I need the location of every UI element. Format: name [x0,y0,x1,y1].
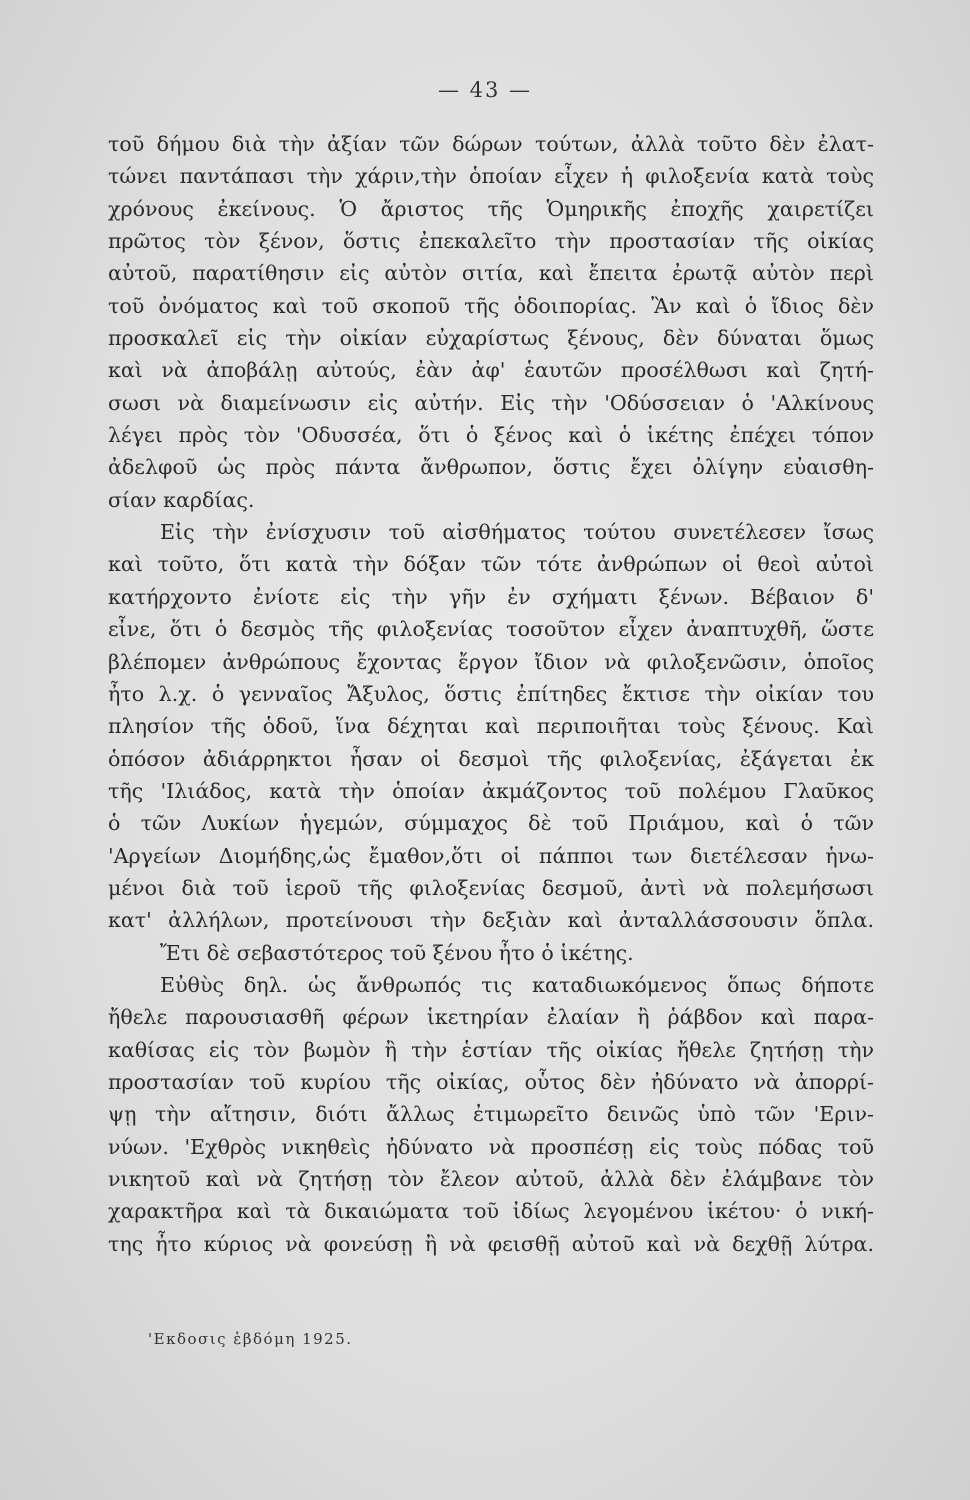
text-line: κατήρχοντο ἐνίοτε εἰς τὴν γῆν ἐν σχήματι ξένων. Βέβαιον δ' [108,584,874,609]
body-text [108,128,874,1260]
text-line: Εἰς τὴν ἐνίσχυσιν τοῦ αἰσθήματος τούτου συνετέλεσεν ἴσως [160,520,874,545]
text-line: ψῃ τὴν αἴτησιν, διότι ἄλλως ἐτιμωρεῖτο δεινῶς ὑπὸ τῶν 'Εριν- [108,1102,874,1127]
text-line: Εὐθὺς δηλ. ὡς ἄνθρωπός τις καταδιωκόμενος ὅπως δήποτε [160,972,874,997]
text-line: χαρακτῆρα καὶ τὰ δικαιώματα τοῦ ἰδίως λεγομένου ἱκέτου· ὁ νική- [108,1199,874,1224]
text-line: κατ' ἀλλήλων, προτείνουσι τὴν δεξιὰν καὶ ἀνταλλάσσουσιν ὅπλα. [108,908,874,933]
text-line: αὐτοῦ, παρατίθησιν εἰς αὐτὸν σιτία, καὶ ἔπειτα ἐρωτᾷ αὐτὸν περὶ [108,261,874,286]
text-line: 'Αργείων Διομήδης,ὡς ἔμαθον,ὅτι οἱ πάπποι των διετέλεσαν ἡνω- [108,843,874,868]
edition-footnote: 'Εκδοσις ἑβδόμη 1925. [148,1330,353,1348]
text-line: σωσι νὰ διαμείνωσιν εἰς αὐτήν. Εἰς τὴν 'Οδύσσειαν ὁ 'Αλκίνους [108,390,874,415]
text-line: προσκαλεῖ εἰς τὴν οἰκίαν εὐχαρίστως ξένους, δὲν δύναται ὅμως [108,326,874,351]
text-line: τοῦ δήμου διὰ τὴν ἀξίαν τῶν δώρων τούτων, ἀλλὰ τοῦτο δὲν ἐλατ- [108,132,874,156]
text-line: λέγει πρὸς τὸν 'Οδυσσέα, ὅτι ὁ ξένος καὶ ὁ ἱκέτης ἐπέχει τόπον [108,423,874,448]
text-line: προστασίαν τοῦ κυρίου τῆς οἰκίας, οὗτος δὲν ἠδύνατο νὰ ἀπορρί- [108,1069,874,1094]
text-line: της ἦτο κύριος νὰ φονεύσῃ ἢ νὰ φεισθῇ αὐτοῦ καὶ νὰ δεχθῇ λύτρα. [108,1231,874,1256]
text-line: πλησίον τῆς ὁδοῦ, ἵνα δέχηται καὶ περιποιῆται τοὺς ξένους. Καὶ [108,714,874,739]
text-line: ἦτο λ.χ. ὁ γενναῖος Ἄξυλος, ὅστις ἐπίτηδες ἔκτισε τὴν οἰκίαν του [108,681,874,706]
text-line: πρῶτος τὸν ξένον, ὅστις ἐπεκαλεῖτο τὴν προστασίαν τῆς οἰκίας [108,229,874,254]
text-line: καὶ νὰ ἀποβάλῃ αὐτούς, ἐὰν ἀφ' ἑαυτῶν προσέλθωσι καὶ ζητή- [108,358,874,383]
text-line: τῆς 'Ιλιάδος, κατὰ τὴν ὁποίαν ἀκμάζοντος τοῦ πολέμου Γλαῦκος [108,778,874,803]
text-line: ἤθελε παρουσιασθῆ φέρων ἱκετηρίαν ἐλαίαν ἢ ῥάβδον καὶ παρα- [108,1005,874,1030]
text-line: νικητοῦ καὶ νὰ ζητήσῃ τὸν ἔλεον αὐτοῦ, ἀλλὰ δὲν ἐλάμβανε τὸν [108,1167,874,1191]
text-line: καὶ τοῦτο, ὅτι κατὰ τὴν δόξαν τῶν τότε ἀνθρώπων οἱ θεοὶ αὐτοὶ [108,552,874,577]
page-number: — 43 — [437,78,533,102]
text-line: νύων. 'Εχθρὸς νικηθεὶς ἠδύνατο νὰ προσπέσῃ εἰς τοὺς πόδας τοῦ [108,1134,874,1159]
text-line: χρόνους ἐκείνους. Ὁ ἄριστος τῆς Ὁμηρικῆς ἐποχῆς χαιρετίζει [108,196,874,221]
text-line: ἀδελφοῦ ὡς πρὸς πάντα ἄνθρωπον, ὅστις ἔχει ὀλίγην εὐαισθη- [108,455,874,480]
text-line: ὁ τῶν Λυκίων ἡγεμών, σύμμαχος δὲ τοῦ Πριάμου, καὶ ὁ τῶν [108,811,874,836]
text-line: Ἔτι δὲ σεβαστότερος τοῦ ξένου ἦτο ὁ ἱκέτης. [160,940,634,965]
text-line: μένοι διὰ τοῦ ἱεροῦ τῆς φιλοξενίας δεσμοῦ, ἀντὶ νὰ πολεμήσωσι [108,875,874,900]
text-line: τώνει παντάπασι τὴν χάριν,τὴν ὁποίαν εἶχεν ἡ φιλοξενία κατὰ τοὺς [108,164,874,189]
text-line: καθίσας εἰς τὸν βωμὸν ἢ τὴν ἑστίαν τῆς οἰκίας ἤθελε ζητήσῃ τὴν [108,1037,874,1062]
text-line: ὁπόσον ἀδιάρρηκτοι ἦσαν οἱ δεσμοὶ τῆς φιλοξενίας, ἐξάγεται ἐκ [108,746,874,771]
text-line: εἶνε, ὅτι ὁ δεσμὸς τῆς φιλοξενίας τοσοῦτον εἶχεν ἀναπτυχθῆ, ὥστε [108,617,874,642]
text-line: σίαν καρδίας. [108,487,255,512]
text-line: τοῦ ὀνόματος καὶ τοῦ σκοποῦ τῆς ὁδοιπορίας. Ἂν καὶ ὁ ἴδιος δὲν [108,293,874,318]
text-line: βλέπομεν ἀνθρώπους ἔχοντας ἔργον ἴδιον νὰ φιλοξενῶσιν, ὁποῖος [108,649,874,674]
